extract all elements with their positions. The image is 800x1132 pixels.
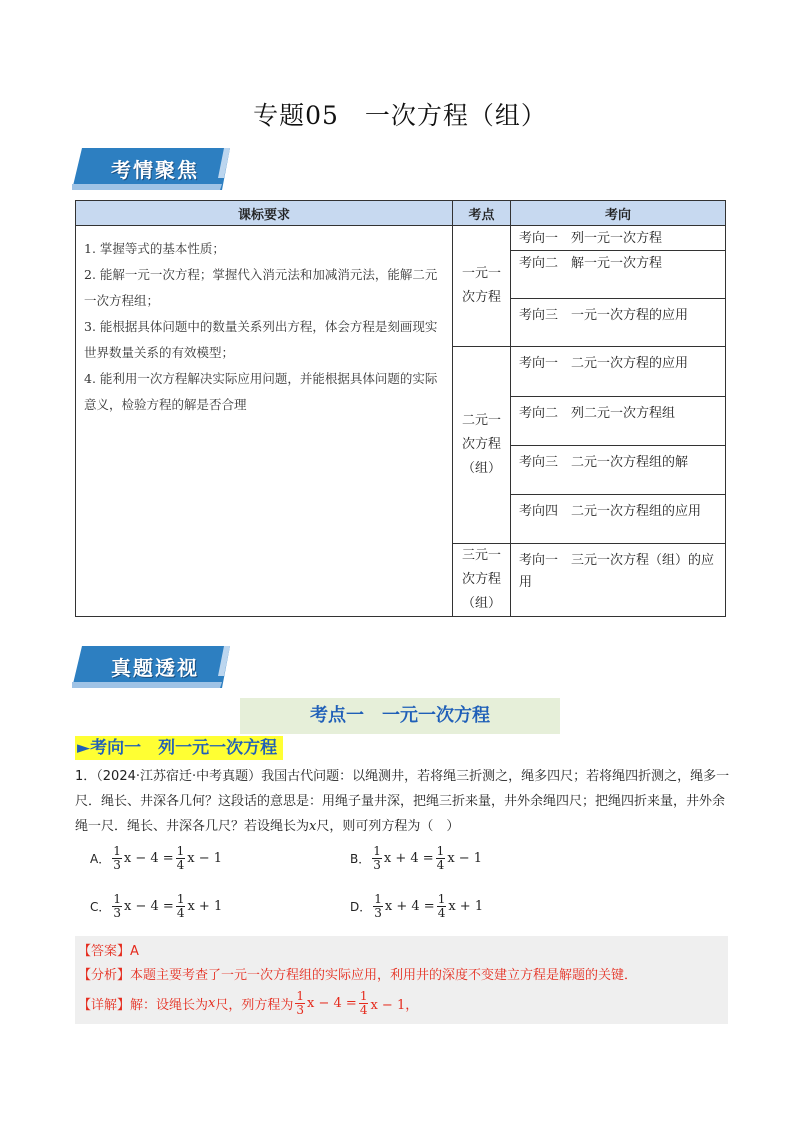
direction-item: 考向二 列二元一次方程组 bbox=[511, 397, 726, 446]
fraction: $\frac{1}{4}$ bbox=[437, 892, 446, 920]
answer-line: 【答案】A bbox=[78, 944, 139, 959]
point-linear-equation: 一元一次方程 bbox=[453, 226, 511, 347]
direction-item: 考向一 列一元一次方程 bbox=[511, 226, 726, 251]
direction-item: 考向一 三元一次方程（组）的应用 bbox=[511, 544, 726, 617]
curriculum-table bbox=[75, 200, 726, 617]
option-b[interactable]: B． $\frac{1}{3}$ x + 4 = $\frac{1}{4}$ x − 1 bbox=[350, 844, 483, 872]
direction-item: 考向三 一元一次方程的应用 bbox=[511, 299, 726, 347]
header-requirements: 课标要求 bbox=[76, 201, 453, 226]
table-header-row bbox=[76, 201, 726, 226]
requirement-item: 3. 能根据具体问题中的数量关系列出方程，体会方程是刻画现实世界数量关系的有效模型； bbox=[84, 319, 438, 360]
direction-item: 考向二 解一元一次方程 bbox=[511, 251, 726, 299]
section-banner-real-exam bbox=[72, 646, 230, 688]
section-title: 考点一 一元一次方程 bbox=[240, 698, 560, 734]
requirement-item: 4. 能利用一次方程解决实际应用问题，并能根据具体问题的实际意义，检验方程的解是否合理 bbox=[84, 371, 438, 412]
banner-label: 真题透视 bbox=[111, 656, 199, 680]
fraction: $\frac{1}{3}$ bbox=[113, 844, 121, 872]
requirement-item: 1. 掌握等式的基本性质； bbox=[84, 241, 225, 256]
answer-box bbox=[75, 936, 728, 1024]
direction-item: 考向四 二元一次方程组的应用 bbox=[511, 495, 726, 544]
direction-item: 考向三 二元一次方程组的解 bbox=[511, 446, 726, 495]
detail-line: 【详解】解：设绳长为 x 尺，列方程为 $\frac{1}{3}$ x − 4 = $\frac{1}{4}$ x − 1， bbox=[78, 989, 419, 1017]
fraction: $\frac{1}{4}$ bbox=[176, 844, 185, 872]
requirements-cell bbox=[76, 226, 453, 617]
page-title: 专题05 一次方程（组） bbox=[253, 101, 547, 130]
fraction: $\frac{1}{4}$ bbox=[176, 892, 185, 920]
fraction: $\frac{1}{4}$ bbox=[436, 844, 445, 872]
question-text: 1．（2024·江苏宿迁·中考真题）我国古代问题：以绳测井，若将绳三折测之，绳多四尺；若将绳四折测之，绳多一尺．绳长、井深各几何？这段话的意思是：用绳子量井深，把绳三折来量，井外余绳四尺；把绳四折来量，井外余绳一尺．绳长、井深各几尺？若设绳长为x尺，则可列方程为（ ） bbox=[75, 769, 730, 834]
banner-label: 考情聚焦 bbox=[111, 158, 199, 182]
fraction: $\frac{1}{3}$ bbox=[373, 844, 381, 872]
fraction: $\frac{1}{3}$ bbox=[374, 892, 382, 920]
fraction: $\frac{1}{3}$ bbox=[296, 989, 305, 1017]
point-ternary-equations: 三元一次方程（组） bbox=[453, 544, 511, 617]
point-binary-equations: 二元一次方程（组） bbox=[453, 347, 511, 544]
analysis-line: 【分析】本题主要考查了一元一次方程组的实际应用，利用井的深度不变建立方程是解题的关键． bbox=[78, 968, 638, 983]
header-direction: 考向 bbox=[511, 201, 726, 226]
option-a[interactable]: A． $\frac{1}{3}$ x − 4 = $\frac{1}{4}$ x − 1 bbox=[90, 844, 223, 872]
direction-item: 考向一 二元一次方程的应用 bbox=[511, 347, 726, 397]
header-point: 考点 bbox=[453, 201, 511, 226]
option-c[interactable]: C． $\frac{1}{3}$ x − 4 = $\frac{1}{4}$ x + 1 bbox=[90, 892, 223, 920]
subsection-title: ►考向一 列一元一次方程 bbox=[75, 736, 283, 760]
fraction: $\frac{1}{4}$ bbox=[359, 989, 368, 1017]
option-d[interactable]: D． $\frac{1}{3}$ x + 4 = $\frac{1}{4}$ x + 1 bbox=[350, 892, 484, 920]
requirement-item: 2. 能解一元一次方程；掌握代入消元法和加减消元法，能解二元一次方程组； bbox=[84, 267, 438, 308]
section-banner-exam-focus bbox=[72, 148, 230, 190]
fraction: $\frac{1}{3}$ bbox=[113, 892, 122, 920]
